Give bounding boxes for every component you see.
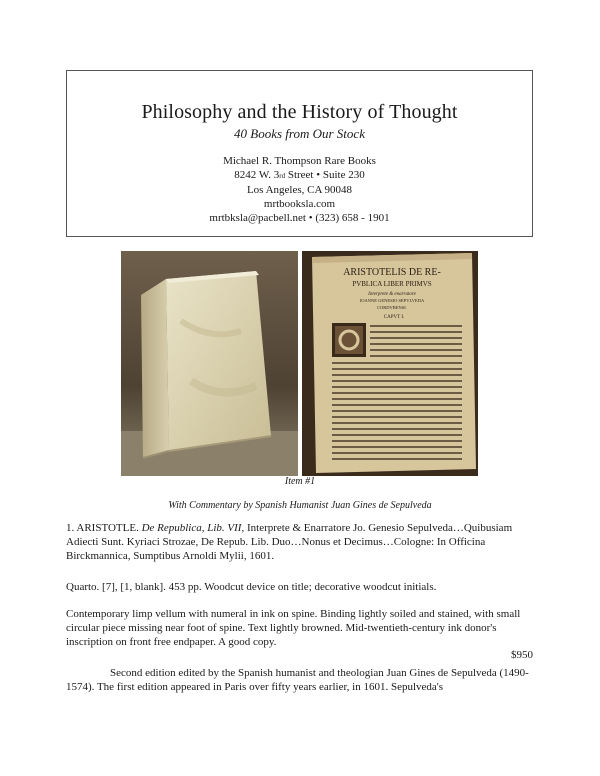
dealer-contact bbox=[67, 154, 532, 225]
title-page-caput: CAPVT I. bbox=[383, 315, 405, 320]
book-photo-binding bbox=[121, 251, 298, 476]
entry-imprint: Interprete & Enarratore Jo. Genesio Sepulveda…Quibusiam Adiecti Sunt. Kyriaci Strozae, De Repub. Lib. Duo…Nonus et Decimus…Cologne: In Officina Birckmannica, Sumptibus Arnoldi Mylii, 1601. bbox=[66, 522, 513, 562]
commentary-caption: With Commentary by Spanish Humanist Juan Gines de Sepulveda bbox=[168, 500, 432, 511]
address-ordinal: rd bbox=[279, 172, 286, 180]
entry-work-title: De Republica, Lib. VII, bbox=[141, 522, 245, 534]
entry-description: Second edition edited by the Spanish humanist and theologian Juan Gines de Sepulveda (1490-1574). The first edition appeared in Paris over fifty years earlier, in 1601. Sepulveda's bbox=[66, 667, 529, 693]
address-number: 8242 W. 3 bbox=[234, 169, 280, 181]
dealer-address bbox=[67, 168, 532, 183]
title-page-line-1: ARISTOTELIS DE RE- bbox=[343, 267, 441, 278]
vellum-book-image bbox=[121, 251, 298, 476]
address-rest: Street • Suite 230 bbox=[285, 169, 365, 181]
title-page-line-3: Interprete & enarratore bbox=[368, 292, 416, 297]
entry-price: $950 bbox=[511, 649, 533, 661]
entry-collation: Quarto. [7], [1, blank]. 453 pp. Woodcut device on title; decorative woodcut initials. bbox=[66, 581, 437, 593]
catalog-title: Philosophy and the History of Thought bbox=[141, 101, 458, 123]
title-page-line-5: CORDVBENSI. bbox=[377, 305, 407, 310]
catalog-subtitle: 40 Books from Our Stock bbox=[234, 126, 365, 141]
title-page-line-4: IOANNE GENESIO SEPVLVEDA bbox=[359, 298, 425, 303]
catalog-header-box bbox=[66, 70, 533, 237]
dealer-email-phone[interactable]: mrtbksla@pacbell.net • (323) 658 - 1901 bbox=[209, 212, 390, 224]
title-page-image bbox=[302, 251, 478, 476]
entry-number-author: 1. ARISTOTLE. bbox=[66, 522, 142, 534]
dealer-city: Los Angeles, CA 90048 bbox=[246, 184, 353, 196]
book-photo-title-page bbox=[302, 251, 478, 476]
dealer-name: Michael R. Thompson Rare Books bbox=[223, 155, 376, 167]
item-caption: Item #1 bbox=[284, 476, 316, 487]
entry-condition: Contemporary limp vellum with numeral in ink on spine. Binding lightly soiled and stained, with small circular piece missing near foot of spine. Text lightly browned. Mid-twentieth-century ink donor's inscription on front free endpaper. A good copy. bbox=[66, 608, 521, 648]
title-page-line-2: PVBLICA LIBER PRIMVS bbox=[352, 280, 432, 288]
dealer-website[interactable]: mrtbooksla.com bbox=[263, 198, 336, 210]
entry-heading bbox=[66, 521, 533, 563]
